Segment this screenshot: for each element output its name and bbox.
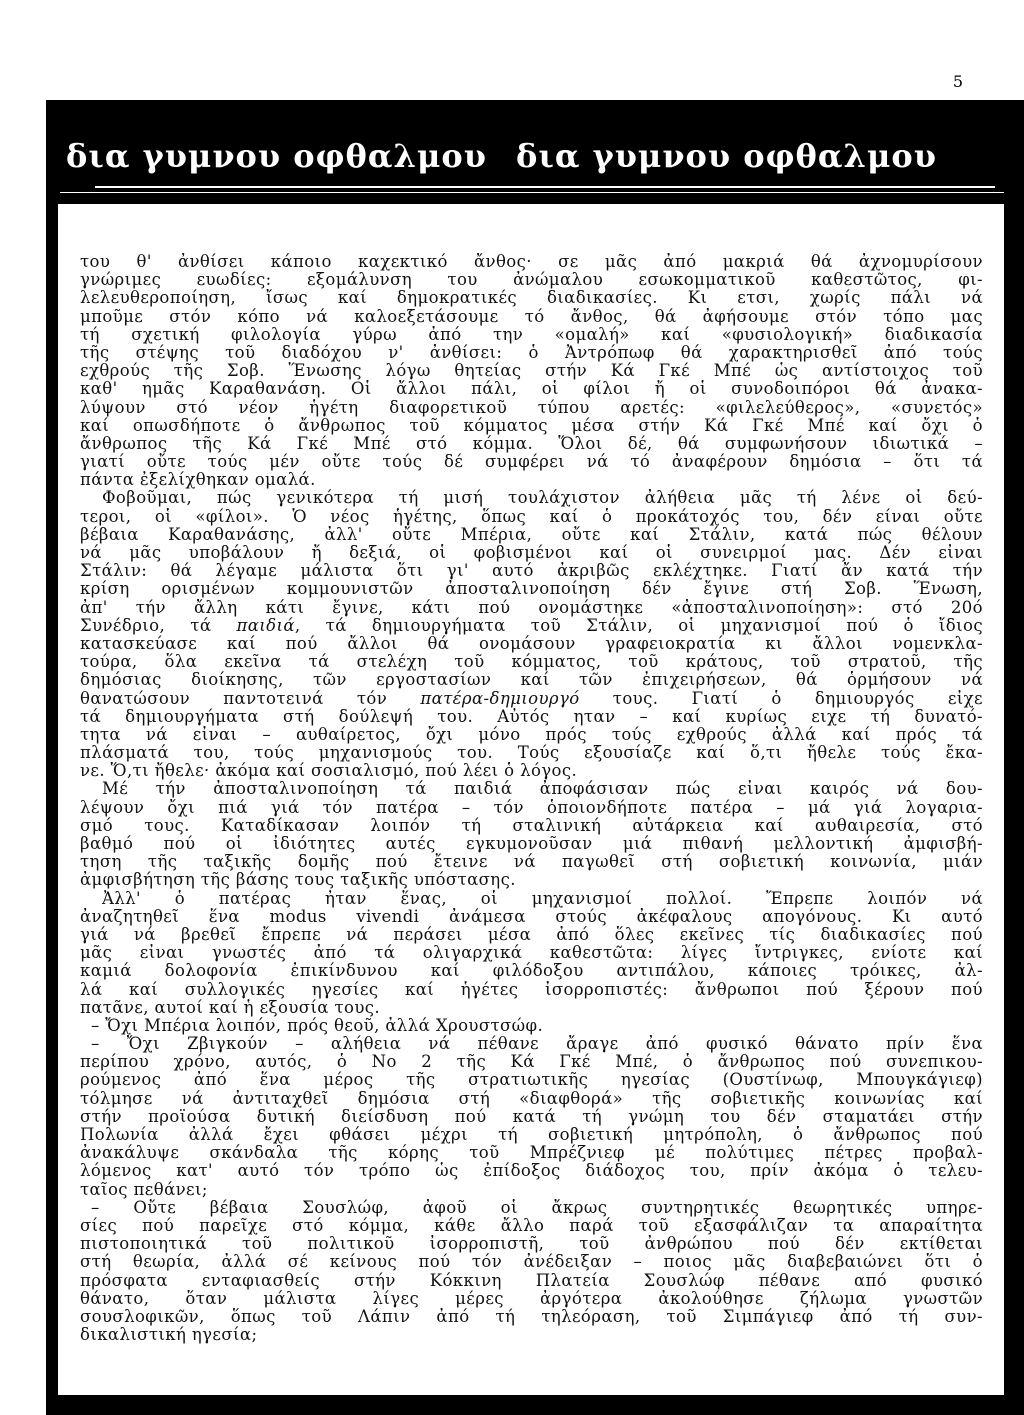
text-line — [80, 617, 983, 635]
text-line: καμιά δολοφονία ἐπικίνδυνου καί φιλόδοξου αντιπάλου, κάποιες τρόικες, ἀλ- — [80, 962, 983, 981]
text-line: – Ὄχι Μπέρια λοιπόν, πρός θεοῦ, ἀλλά Χρουστσώφ. — [91, 1016, 544, 1035]
text-line: Μέ τήν ἀποσταλινοποίηση τά παιδιά ἀποφάσισαν πώς εἶναι καιρός νά δου- — [102, 780, 983, 799]
text-line: πλάσματά του, τούς μηχανισμούς του. Τούς εξουσίαζε καί ὅ,τι ἤθελε τούς ἔκα- — [80, 744, 983, 763]
text-line: γιατί οὔτε τούς μέν οὔτε τούς δέ συμφέρει νά τό ἀναφέρουν δημόσια – ὅτι τά — [80, 453, 983, 472]
text-line: τά δημιουργήματα στή δούλεψή του. Αὐτός ηταν – καί κυρίως ειχε τή δυνατό- — [80, 707, 983, 726]
text-line: ἀνακάλυψε σκάνδαλα τῆς κόρης τοῦ Μπρέζνιεφ μέ πολύτιμες πέτρες προβαλ- — [80, 1144, 983, 1163]
text-line: σουσλοφικῶν, ὅπως τοῦ Λάπιν ἀπό τή τηλεόραση, τοῦ Σιμπάγιεφ ἀπό τή συν- — [80, 1307, 983, 1326]
text-line: νε. Ὅ,τι ἤθελε· ἀκόμα καί σοσιαλισμό, πού λέει ὁ λόγος. — [80, 762, 578, 781]
text-line: λύψουν στό νέον ἡγέτη διαφορετικοῦ τύπου αρετές: «φιλελεύθερος», «συνετός» — [80, 398, 983, 417]
text-line: μποῦμε στόν κόπο νά καλοεξετάσουμε τό ἄνθος, θά ἀφήσουμε στόν τόπο μας — [80, 307, 983, 326]
text-line: ρούμενος ἀπό ἕνα μέρος τῆς στρατιωτικῆς ηγεσίας (Ουστίνωφ, Μπουγκάγιεφ) — [80, 1071, 983, 1090]
text-line: σμό τους. Καταδίκασαν λοιπόν τή σταλινική αὐτάρκεια καί αυθαιρεσία, στό — [80, 816, 983, 835]
header-title-left: δια γυμνου οφθαλμου — [66, 137, 487, 175]
text-line: λόμενος κατ' αυτό τόν τρόπο ὡς ἐπίδοξος διάδοχος του, πρίν ἀκόμα ὁ τελευ- — [80, 1162, 983, 1181]
text-line: στή θεωρία, ἀλλά σέ κείνους πού τόν ἀνέδειξαν – ποιος μᾶς διαβεβαιώνει ὅτι ὁ — [80, 1253, 983, 1272]
header-title-right: δια γυμνου οφθαλμου — [516, 137, 937, 175]
text-line: βαθμό πού οἱ ἰδιότητες αυτές εγκυμονοῦσαν μιά πιθανή μελλοντική ἀμφισβή- — [80, 835, 983, 853]
text-line: πιστοποιητικά τοῦ πολιτικοῦ ἰσορροπιστῆ, τοῦ ἀνθρώπου πού δέν εκτίθεται — [80, 1235, 983, 1254]
article-body — [80, 253, 983, 1344]
text-line: καθ' ημᾶς Καραθανάση. Οἱ ἄλλοι πάλι, οἱ φίλοι ἤ οἱ συνοδοιπόροι θά ἀνακα- — [80, 380, 983, 399]
text-segment: Συνέδριο, τά — [80, 616, 237, 635]
text-line: Φοβοῦμαι, πώς γενικότερα τή μισή τουλάχιστον ἀλήθεια μᾶς τή λένε οἱ δεύ- — [102, 489, 983, 508]
text-line: λά καί συλλογικές ηγεσίες καί ἡγέτες ἰσορροπιστές: ἄνθρωποι πού ξέρουν πού — [80, 980, 983, 999]
text-line: – Ὄχι Ζβιγκούν – αλήθεια νά πέθανε ἄραγε ἀπό φυσικό θάνατο πρίν ἕνα — [91, 1035, 983, 1054]
text-line: τή σχετική φιλολογία γύρω ἀπό την «ομαλή» καί «φυσιολογική» διαδικασία — [80, 325, 983, 344]
text-line: τόλμησε νά ἀντιταχθεῖ δημόσια στή «διαφθορά» τῆς σοβιετικῆς κοινωνίας καί — [80, 1089, 983, 1108]
text-segment: θανατώσουν παντοτεινά τόν — [80, 689, 421, 708]
text-line: εχθρούς τῆς Σοβ. Ἕνωσης λόγω θητείας στήν Κά Γκέ Μπέ ὡς αντίστοιχος τοῦ — [80, 362, 983, 381]
text-line: πρόσφατα ενταφιασθείς στήν Κόκκινη Πλατεία Σουσλώφ πέθανε από φυσικό — [80, 1271, 983, 1290]
text-line: ταῖος πεθάνει; — [80, 1180, 208, 1199]
italic-text: πατέρα-δημιουργό — [420, 689, 580, 708]
text-line: Στάλιν: θά λέγαμε μάλιστα ὅτι γι' αυτό ἀκριβῶς εκλέχτηκε. Γιατί ἄν κατά τήν — [80, 562, 983, 581]
text-line: καί οπωσδήποτε ὁ ἄνθρωπος τοῦ κόμματος μέσα στήν Κά Γκέ Μπέ καί ὄχι ὁ — [80, 416, 983, 435]
text-line: δημόσιας διοίκησης, τῶν εργοστασίων καί τῶν ἐπιχειρήσεων, θά ὁρμήσουν νά — [80, 671, 983, 690]
text-line: λέψουν ὄχι πιά γιά τόν πατέρα – τόν ὁποιονδήποτε πατέρα – μά γιά λογαρια- — [80, 798, 983, 817]
text-line: ἀπ' τήν ἄλλη κάτι ἔγινε, κάτι πού ονομάστηκε «ἀποσταλινοποίηση»: στό 20ό — [80, 598, 983, 617]
text-line: μᾶς εἶναι γνωστές ἀπό τά ολιγαρχικά καθεστῶτα: λίγες ἴντριγκες, ενίοτε καί — [80, 944, 983, 963]
text-line: περίπου χρόνο, αυτός, ὁ Νο 2 τῆς Κά Γκέ Μπέ, ὁ ἄνθρωπος πού συνεπικου- — [80, 1053, 983, 1072]
text-line: πάντα ἐξελίχθηκαν ομαλά. — [80, 471, 316, 490]
text-line: τούρα, ὅλα εκεῖνα τά στελέχη τοῦ κόμματος, τοῦ κράτους, τοῦ στρατοῦ, τῆς — [80, 653, 983, 672]
text-line: τῆς στέψης τοῦ διαδόχου ν' ἀνθίσει: ὁ Ἀντρόπωφ θά χαρακτηρισθεῖ ἀπό τούς — [80, 343, 983, 362]
header-rule-secondary — [60, 192, 1004, 193]
text-line: ἀμφισβήτηση τῆς βάσης τους ταξικῆς υπόστασης. — [80, 871, 516, 890]
text-line: λελευθεροποίηση, ἴσως καί δημοκρατικές διαδικασίες. Κι ετσι, χωρίς πάλι νά — [80, 289, 983, 308]
text-line: του θ' ἀνθίσει κάποιο καχεκτικό ἄνθος· σε μᾶς ἀπό μακριά θά ἀχνομυρίσουν — [80, 253, 983, 271]
text-line: θάνατο, ὅταν μάλιστα λίγες μέρες ἀργότερα ἀκολούθησε ζήλωμα γνωστῶν — [80, 1289, 983, 1308]
text-line: στήν προϊούσα δυτική διείσδυση πού κατά τή γνώμη του δέν σταματάει στήν — [80, 1107, 983, 1126]
text-line: τεροι, οἱ «φίλοι». Ὁ νέος ἡγέτης, ὅπως καί ὁ προκάτοχός του, δέν είναι οὔτε — [80, 507, 983, 526]
text-line: γιά νά βρεθεῖ ἔπρεπε νά περάσει μέσα ἀπό ὅλες εκεῖνες τίς διαδικασίες πού — [80, 925, 983, 944]
italic-text: παιδιά — [236, 616, 295, 635]
text-line: κρίση ορισμένων κομμουνιστῶν ἀποσταλινοποίηση δέν ἔγινε στή Σοβ. Ἕνωση, — [80, 580, 983, 599]
text-line: κατασκεύασε καί πού ἄλλοι θά ονομάσουν γραφειοκρατία κι ἄλλοι νομενκλα- — [80, 634, 983, 653]
text-segment: , τά δημιουργήματα τοῦ Στάλιν, οἱ μηχανισμοί πού ὁ ἴδιος — [294, 616, 983, 635]
text-line: τηση τῆς ταξικῆς δομῆς πού ἔτεινε νά παγωθεῖ στή σοβιετική κοινωνία, μιάν — [80, 853, 983, 872]
text-line: τητα νά εἶναι – αυθαίρετος, ὄχι μόνο πρός τούς εχθρούς ἀλλά καί πρός τά — [80, 725, 983, 744]
text-line: γνώριμες ευωδίες: εξομάλυνση του ἀνώμαλου εσωκομματικοῦ καθεστῶτος, φι- — [80, 271, 983, 290]
text-line: βέβαια Καραθανάσης, ἀλλ' οὔτε Μπέρια, οὔτε καί Στάλιν, κατά πώς θέλουν — [80, 525, 983, 544]
text-line: Ἀλλ' ὁ πατέρας ἦταν ἕνας, οἱ μηχανισμοί πολλοί. Ἔπρεπε λοιπόν νά — [102, 889, 983, 908]
text-line: Πολωνία ἀλλά ἔχει φθάσει μέχρι τή σοβιετική μητρόπολη, ὁ ἄνθρωπος πού — [80, 1126, 983, 1144]
text-line: πατᾶνε, αυτοί καί ἡ εξουσία τους. — [80, 998, 381, 1017]
text-line — [80, 690, 983, 708]
text-line: ἀναζητηθεῖ ἕνα modus vivendi ἀνάμεσα στούς ἀκέφαλους απογόνους. Κι αυτό — [80, 907, 983, 926]
text-segment: τους. Γιατί ὁ δημιουργός εἶχε — [579, 689, 983, 708]
page-number: 5 — [952, 72, 964, 91]
text-line: ἄνθρωπος τῆς Κά Γκέ Μπέ στό κόμμα. Ὅλοι δέ, θά συμφωνήσουν ιδιωτικά – — [80, 434, 983, 453]
text-line: δικαλιστική ηγεσία; — [80, 1326, 258, 1345]
text-line: νά μᾶς υποβάλουν ἤ δεξιά, οἱ φοβισμένοι καί οἱ συνειρμοί μας. Δέν εἶναι — [80, 544, 983, 562]
text-line: – Οὔτε βέβαια Σουσλώφ, ἀφοῦ οἱ ἄκρως συντηρητικές θεωρητικές υπηρε- — [91, 1198, 983, 1217]
header-rule — [95, 186, 995, 188]
text-line: σίες πού παρεῖχε στό κόμμα, κάθε ἄλλο παρά τοῦ εξασφάλιζαν τα απαραίτητα — [80, 1216, 983, 1235]
